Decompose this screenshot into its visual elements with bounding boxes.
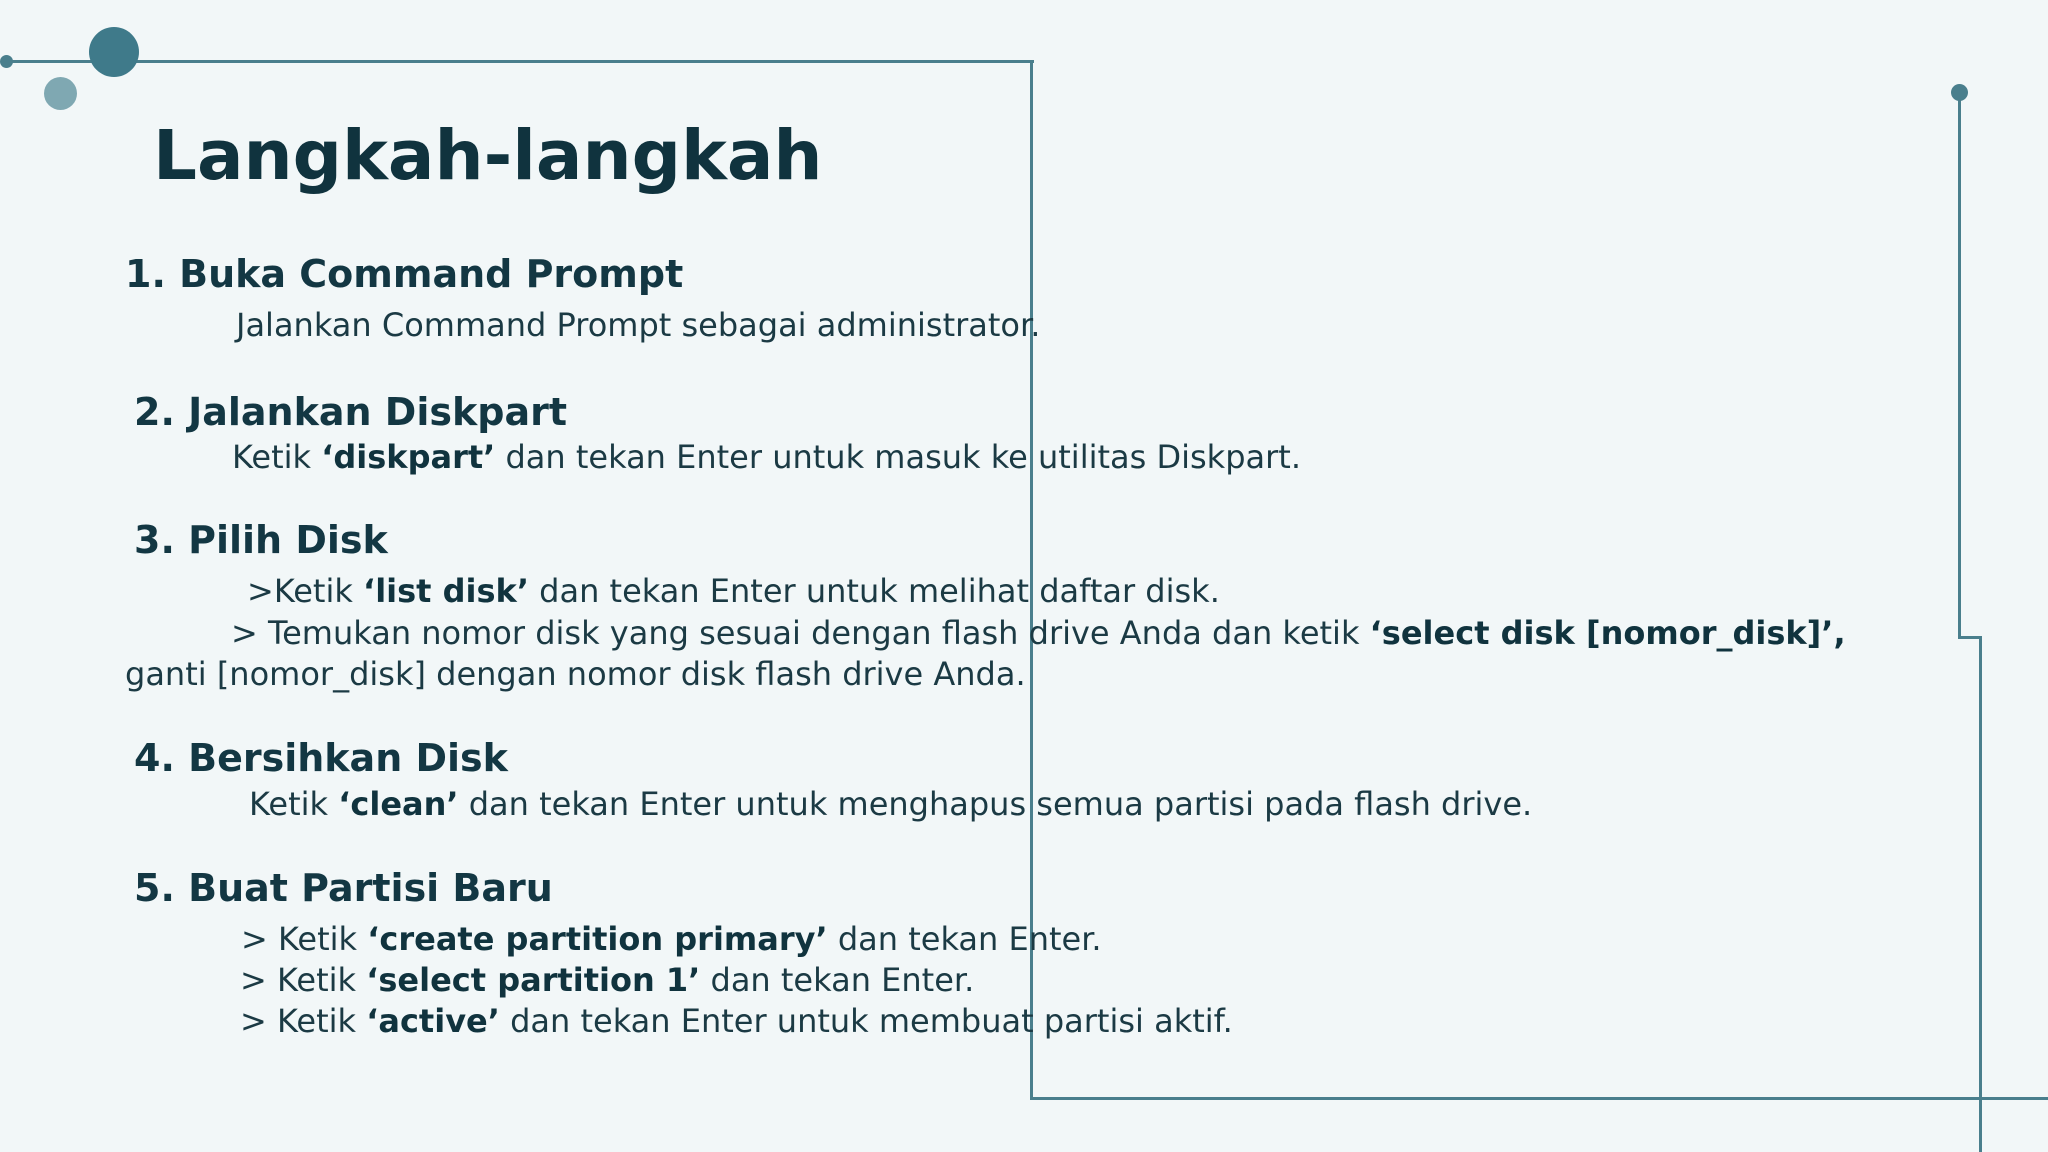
decor-dot-right (1951, 84, 1968, 101)
command-select-partition: ‘select partition 1’ (366, 961, 701, 999)
step-1-heading: 1. Buka Command Prompt (125, 252, 684, 296)
decor-line-right-upper (1958, 91, 1961, 639)
step-5-heading: 5. Buat Partisi Baru (134, 866, 553, 910)
step-3-heading: 3. Pilih Disk (134, 518, 388, 562)
step-5-line-1: > Ketik ‘create partition primary’ dan tekan Enter. (241, 920, 1102, 958)
decor-line-frame-bottom (1030, 1097, 2048, 1100)
command-list-disk: ‘list disk’ (363, 572, 529, 610)
command-create-partition: ‘create partition primary’ (367, 920, 828, 958)
decor-dot-line-start (0, 55, 13, 68)
decor-line-top (6, 60, 1034, 63)
step-3-line-3: ganti [nomor_disk] dengan nomor disk flash drive Anda. (125, 655, 1026, 693)
step-3-line-2: > Temukan nomor disk yang sesuai dengan flash drive Anda dan ketik ‘select disk [nomor_disk]’, (231, 614, 1846, 652)
step-1-line-1: Jalankan Command Prompt sebagai administrator. (236, 306, 1041, 344)
step-5-line-3: > Ketik ‘active’ dan tekan Enter untuk membuat partisi aktif. (240, 1002, 1233, 1040)
decor-line-right-lower (1979, 636, 1982, 1152)
step-4-heading: 4. Bersihkan Disk (134, 736, 508, 780)
decor-dot-large (89, 27, 139, 77)
command-select-disk: ‘select disk [nomor_disk]’, (1369, 614, 1846, 652)
slide-title: Langkah-langkah (153, 116, 823, 196)
step-2-heading: 2. Jalankan Diskpart (134, 390, 568, 434)
command-diskpart: ‘diskpart’ (321, 438, 496, 476)
command-active: ‘active’ (366, 1002, 500, 1040)
step-2-line-1: Ketik ‘diskpart’ dan tekan Enter untuk masuk ke utilitas Diskpart. (232, 438, 1301, 476)
command-clean: ‘clean’ (338, 785, 459, 823)
step-3-line-1: >Ketik ‘list disk’ dan tekan Enter untuk melihat daftar disk. (247, 572, 1220, 610)
decor-dot-small (44, 77, 77, 110)
step-5-line-2: > Ketik ‘select partition 1’ dan tekan Enter. (240, 961, 975, 999)
step-4-line-1: Ketik ‘clean’ dan tekan Enter untuk menghapus semua partisi pada flash drive. (249, 785, 1533, 823)
